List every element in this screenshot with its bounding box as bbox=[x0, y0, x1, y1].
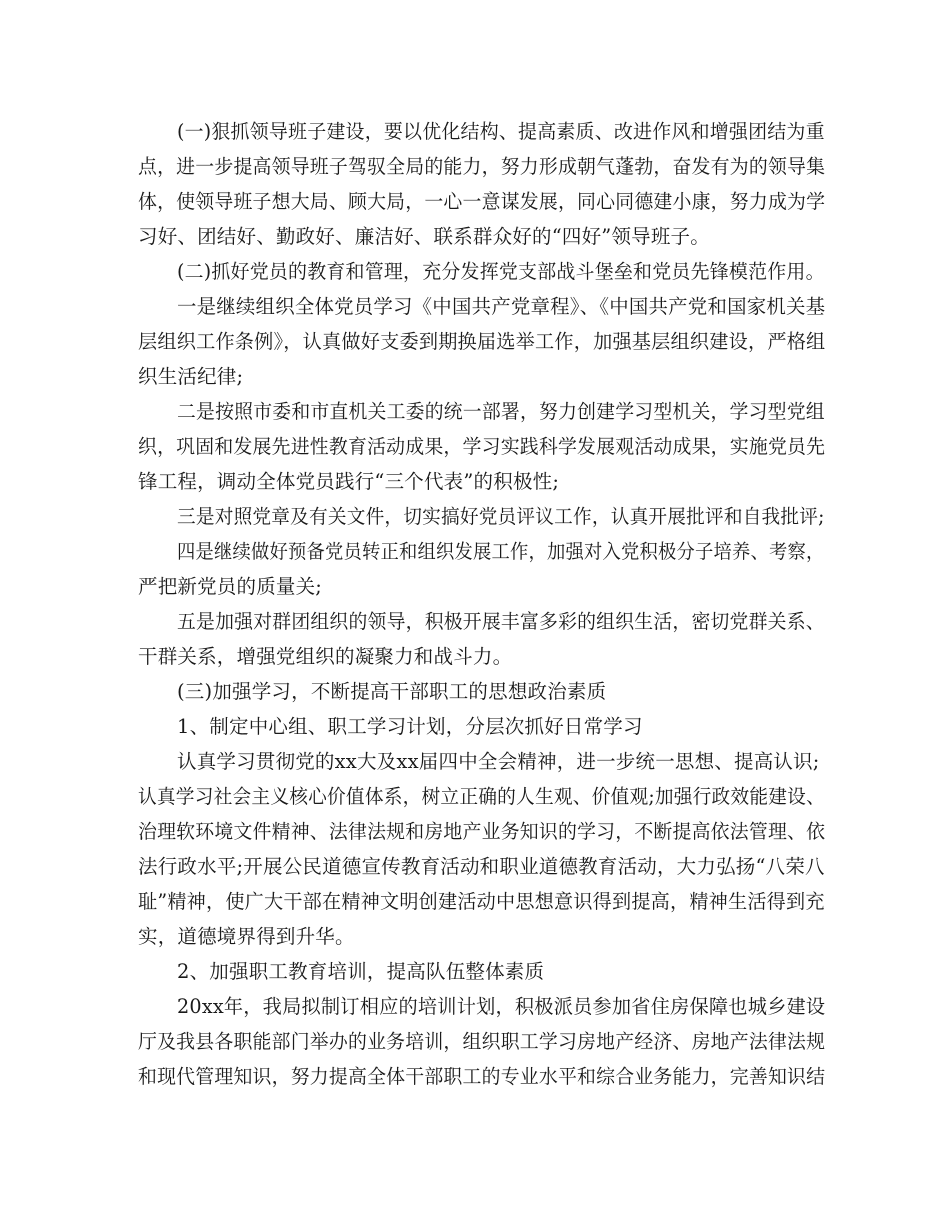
paragraph-line: 2、加强职工教育培训，提高队伍整体素质 bbox=[177, 960, 545, 983]
paragraph-line: 厅及我县各职能部门举办的业务培训，组织职工学习房地产经济、房地产法律法规 bbox=[138, 1030, 826, 1053]
paragraph-line: 层组织工作条例》，认真做好支委到期换届选举工作，加强基层组织建设，严格组 bbox=[138, 330, 826, 353]
paragraph-line: (三)加强学习，不断提高干部职工的思想政治素质 bbox=[177, 680, 607, 703]
paragraph-line: 点，进一步提高领导班子驾驭全局的能力，努力形成朝气蓬勃，奋发有为的领导集 bbox=[138, 155, 826, 178]
paragraph-line: (二)抓好党员的教育和管理，充分发挥党支部战斗堡垒和党员先锋模范作用。 bbox=[177, 260, 825, 283]
paragraph-line: 和现代管理知识，努力提高全体干部职工的专业水平和综合业务能力，完善知识结 bbox=[138, 1065, 826, 1088]
paragraph-line: 习好、团结好、勤政好、廉洁好、联系群众好的“四好”领导班子。 bbox=[138, 225, 710, 248]
paragraph-line: 体，使领导班子想大局、顾大局，一心一意谋发展，同心同德建小康，努力成为学 bbox=[138, 190, 826, 213]
paragraph-line: 治理软环境文件精神、法律法规和房地产业务知识的学习，不断提高依法管理、依 bbox=[138, 820, 826, 843]
paragraph-line: 三是对照党章及有关文件，切实搞好党员评议工作，认真开展批评和自我批评; bbox=[177, 505, 825, 528]
paragraph-line: 严把新党员的质量关; bbox=[138, 575, 323, 598]
paragraph-line: 五是加强对群团组织的领导，积极开展丰富多彩的组织生活，密切党群关系、 bbox=[177, 610, 825, 633]
paragraph-line: 干群关系，增强党组织的凝聚力和战斗力。 bbox=[138, 645, 513, 668]
paragraph-line: 织，巩固和发展先进性教育活动成果，学习实践科学发展观活动成果，实施党员先 bbox=[138, 435, 826, 458]
paragraph-line: 20xx年，我局拟制订相应的培训计划，积极派员参加省住房保障也城乡建设 bbox=[177, 995, 826, 1018]
paragraph-line: 认真学习社会主义核心价值体系，树立正确的人生观、价值观;加强行政效能建设、 bbox=[138, 785, 825, 808]
paragraph-line: (一)狠抓领导班子建设，要以优化结构、提高素质、改进作风和增强团结为重 bbox=[177, 120, 825, 143]
paragraph-line: 1、制定中心组、职工学习计划，分层次抓好日常学习 bbox=[177, 715, 643, 738]
paragraph-line: 锋工程，调动全体党员践行“三个代表”的积极性; bbox=[138, 470, 560, 493]
paragraph-line: 一是继续组织全体党员学习《中国共产党章程》、《中国共产党和国家机关基 bbox=[177, 295, 826, 318]
paragraph-line: 实，道德境界得到升华。 bbox=[138, 925, 355, 948]
paragraph-line: 二是按照市委和市直机关工委的统一部署，努力创建学习型机关，学习型党组 bbox=[177, 400, 825, 423]
paragraph-line: 耻”精神，使广大干部在精神文明创建活动中思想意识得到提高，精神生活得到充 bbox=[138, 890, 825, 913]
paragraph-line: 织生活纪律; bbox=[138, 365, 244, 388]
paragraph-line: 四是继续做好预备党员转正和组织发展工作，加强对入党积极分子培养、考察， bbox=[177, 540, 825, 563]
paragraph-line: 法行政水平;开展公民道德宣传教育活动和职业道德教育活动，大力弘扬“八荣八 bbox=[138, 855, 825, 878]
paragraph-line: 认真学习贯彻党的xx大及xx届四中全会精神，进一步统一思想、提高认识; bbox=[177, 750, 820, 773]
